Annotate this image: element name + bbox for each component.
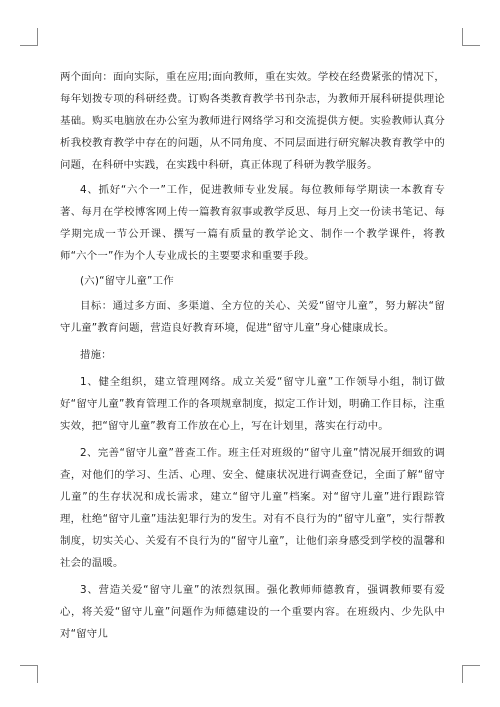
- paragraph-continuation: 两个面向：面向实际，重在应用;面向教师，重在实效。学校在经费紧张的情况下，每年划拨专项的科研经费。订购各类教育教学书刊杂志，为教师开展科研提供理论基础。购买电脑放在办公室为教师进行网络学习和交流提供方便。实验教师认真分析我校教育教学中存在的问题，从不同角度、不同层面进行研究解决教育教学中的问题，在科研中实践，在实践中科研，真正体现了科研为教学服务。: [60, 71, 445, 171]
- paragraph-item-4: 4、抓好“六个一”工作，促进教师专业发展。每位教师每学期读一本教育专著、每月在学校博客网上传一篇教育叙事或教学反思、每月上交一份读书笔记、每学期完成一节公开课、撰写一篇有质量的教学论文、制作一个教学课件，将教师“六个一”作为个人专业成长的主要要求和重要手段。: [60, 184, 445, 262]
- paragraph-measure-1: 1、健全组织，建立管理网络。成立关爱“留守儿童”工作领导小组，制订做好“留守儿童”教育管理工作的各项规章制度，拟定工作计划，明确工作目标，注重实效，把“留守儿童”教育工作放在心上，写在计划里，落实在行动中。: [60, 376, 445, 432]
- paragraph-measures-label: 措施：: [80, 349, 112, 361]
- crop-mark-top-right: [462, 28, 463, 46]
- crop-mark-bottom-right: [462, 665, 480, 666]
- crop-mark-top-left: [20, 45, 38, 46]
- paragraph-goal: 目标：通过多方面、多渠道、全方位的关心、关爱“留守儿童”，努力解决“留守儿童”教育问题，营造良好教育环境，促进“留守儿童”身心健康成长。: [60, 300, 445, 334]
- paragraph-measure-3: 3、营造关爱“留守儿童”的浓烈氛围。强化教师师德教育，强调教师要有爱心，将关爱“留守儿童”问题作为师德建设的一个重要内容。在班级内、少先队中对“留守儿: [60, 584, 445, 640]
- crop-mark-top-right: [462, 45, 480, 46]
- paragraph-measure-2: 2、完善“留守儿童”普查工作。班主任对班级的“留守儿童”情况展开细致的调查，对他们的学习、生活、心理、安全、健康状况进行调查登记，全面了解“留守儿童”的生存状况和成长需求，建立“留守儿童”档案。对“留守儿童”进行跟踪管理，杜绝“留守儿童”违法犯罪行为的发生。对有不良行为的“留守儿童”，实行帮教制度，切实关心、关爱有不良行为的“留守儿童”，让他们亲身感受到学校的温馨和社会的温暖。: [60, 447, 445, 569]
- section-heading: (六)“留守儿童”工作: [80, 275, 174, 287]
- document-body: [60, 66, 445, 645]
- crop-mark-bottom-right: [462, 665, 463, 683]
- crop-mark-bottom-left: [37, 665, 38, 683]
- crop-mark-top-left: [37, 28, 38, 46]
- crop-mark-bottom-left: [20, 665, 38, 666]
